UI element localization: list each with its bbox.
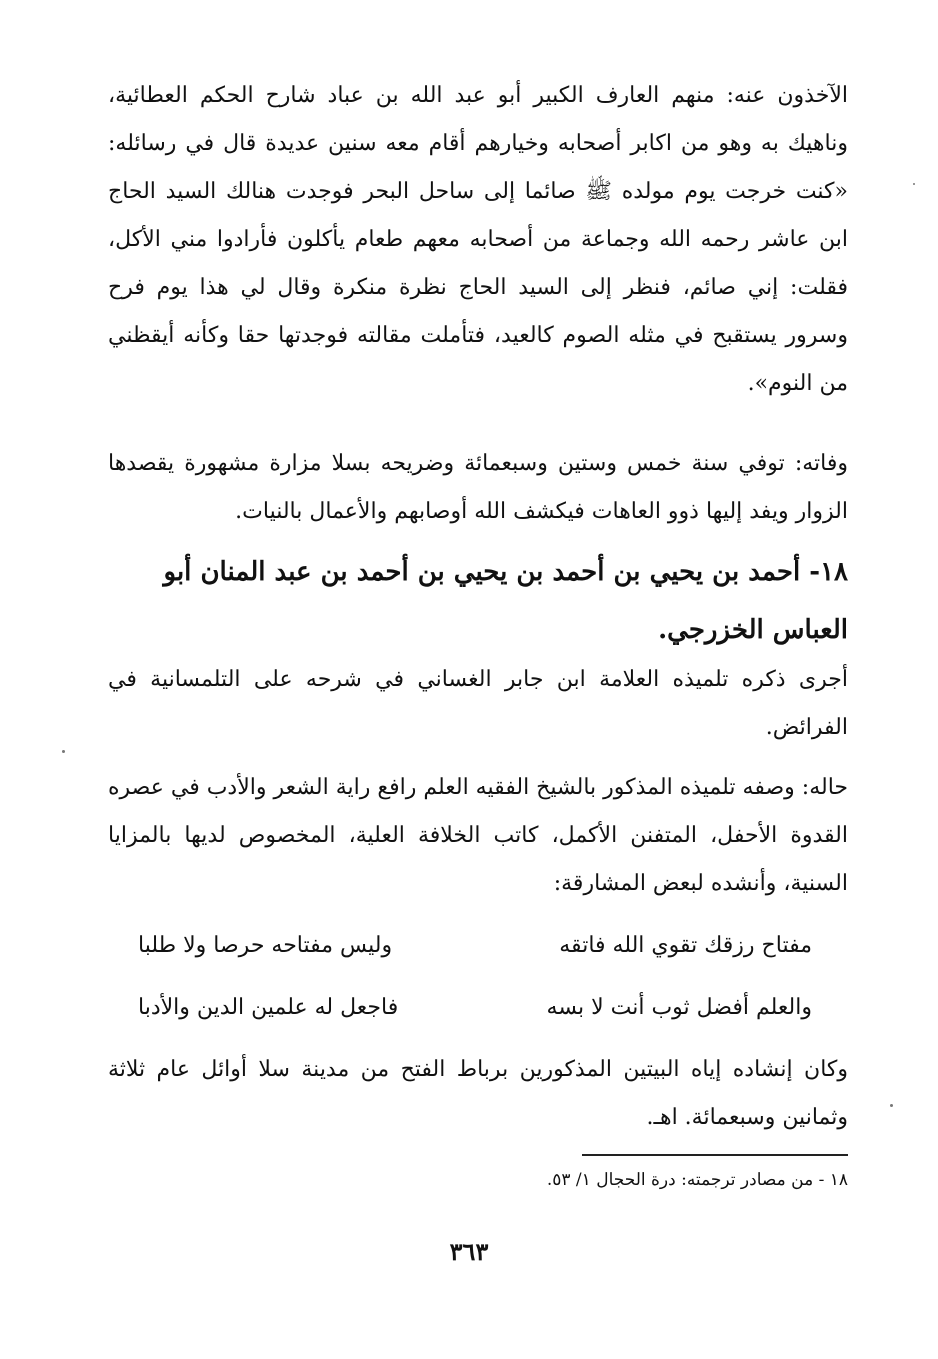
- page-number: ٣٦٣: [449, 1237, 489, 1266]
- biography-paragraph-recitation: وكان إنشاده إياه البيتين المذكورين برباط الفتح من مدينة سلا أوائل عام ثلاثة وثمانين وسبعمائة. اهـ.: [108, 1057, 848, 1130]
- footnote: ١٨ - من مصادر ترجمته: درة الحجال ١/ ٥٣.: [546, 1170, 848, 1190]
- verse-first-hemistich: والعلم أفضل ثوب أنت لا بسه: [546, 995, 812, 1020]
- verse-first-hemistich: مفتاح رزقك تقوي الله فاتقه: [559, 933, 812, 958]
- footnote-divider: [582, 1154, 848, 1156]
- poem-verse: [108, 984, 848, 1032]
- biography-paragraph-students: الآخذون عنه: منهم العارف الكبير أبو عبد الله بن عباد شارح الحكم العطائية، وناهيك به وهو من اكابر أصحابه وخيارهم أقام معه سنين عديدة قال في رسائله: «كنت خرجت يوم مولده ﷺ صائما إلى ساحل البحر فوجدت هنالك السيد الحاج ابن عاشر رحمه الله وجماعة من أصحابه معهم طعام يأكلون فأرادوا مني الأكل، فقلت: إني صائم، فنظر إلى السيد الحاج نظرة منكرة وقال لي هذا يوم فرح وسرور يستقبح في مثله الصوم كالعيد، فتأملت مقالته فوجدتها حقا وكأنه أيقظني من النوم».: [108, 83, 848, 396]
- verse-second-hemistich: فاجعل له علمين الدين والأدبا: [138, 995, 399, 1020]
- biography-paragraph-description: حاله: وصفه تلميذه المذكور بالشيخ الفقيه العلم رافع راية الشعر والأدب في عصره القدوة الأحفل، المتفنن الأكمل، كاتب الخلافة العلية، المخصوص لديها بالمزايا السنية، وأنشده لبعض المشارقة:: [108, 775, 848, 896]
- verse-second-hemistich: وليس مفتاحه حرصا ولا طلبا: [138, 933, 393, 958]
- scan-speck: [890, 1104, 893, 1107]
- scan-speck: [62, 750, 65, 753]
- biography-paragraph-mention: أجرى ذكره تلميذه العلامة ابن جابر الغساني في شرحه على التلمسانية في الفرائض.: [108, 667, 848, 740]
- biography-paragraph-death: وفاته: توفي سنة خمس وستين وسبعمائة وضريحه بسلا مزارة مشهورة يقصدها الزوار ويفد إليها ذوو العاهات فيكشف الله أوصابهم والأعمال بالنيات.: [108, 451, 848, 524]
- scan-speck: [913, 183, 915, 185]
- entry-heading: ١٨- أحمد بن يحيي بن أحمد بن يحيي بن أحمد بن عبد المنان أبو العباس الخزرجي.: [163, 557, 848, 645]
- poem-verse: [108, 922, 848, 970]
